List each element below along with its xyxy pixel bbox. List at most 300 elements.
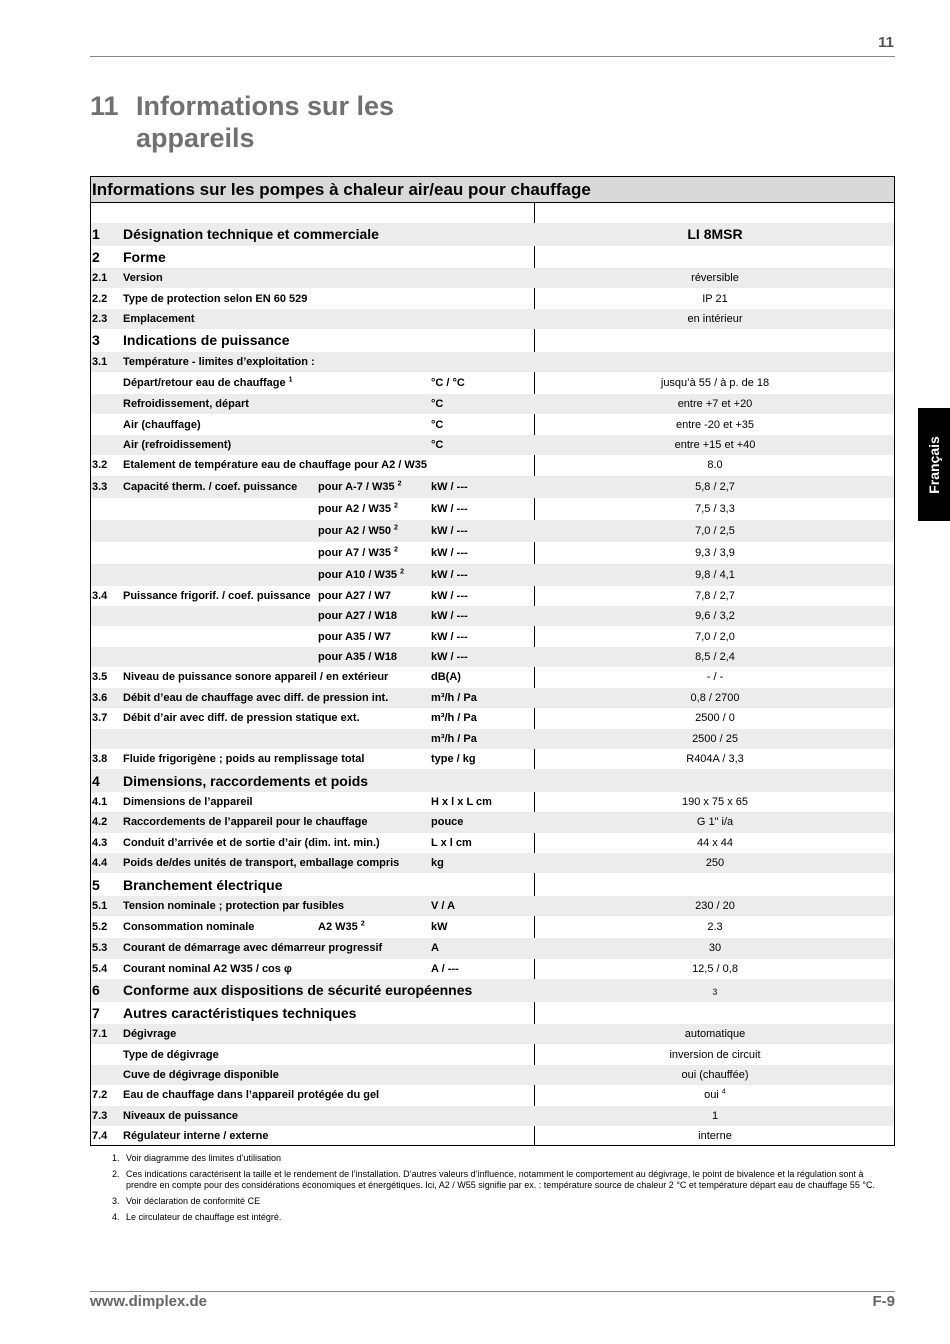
row-value-text: oui (chauffée): [681, 1069, 749, 1082]
row-value: [535, 753, 895, 765]
row-number: 3.5: [92, 671, 108, 684]
footnote-number: 1.: [112, 1153, 120, 1163]
row-condition-text: pour A27 / W7: [318, 589, 391, 602]
row-value: [535, 1089, 895, 1101]
row-number: 3.7: [92, 712, 108, 725]
footnote-text: Voir diagramme des limites d’utilisation: [126, 1153, 282, 1163]
table-row: [91, 415, 894, 435]
row-value: [535, 1028, 895, 1040]
row-number: 5: [92, 876, 100, 893]
row-unit: kW / ---: [431, 524, 468, 537]
row-value-text: entre +7 et +20: [677, 398, 753, 411]
row-value-text: 2500 / 25: [692, 732, 738, 745]
row-unit: kW / ---: [431, 502, 468, 515]
row-label: [123, 439, 231, 451]
row-label-text: Type de dégivrage: [123, 1048, 219, 1061]
footnote: [112, 1212, 882, 1223]
row-label: [123, 313, 195, 325]
table-row: [91, 476, 894, 498]
row-value-text: - / -: [706, 671, 724, 684]
row-label-text: Régulateur interne / externe: [123, 1130, 269, 1143]
row-value: [535, 921, 895, 933]
row-value-text: 1: [711, 1109, 719, 1122]
row-label: [123, 942, 382, 954]
row-value-text: interne: [698, 1130, 732, 1143]
table-row: [91, 498, 894, 520]
row-condition: [318, 921, 365, 933]
row-label: [123, 272, 163, 284]
row-number: 5.3: [92, 942, 108, 955]
row-value: [535, 692, 895, 704]
row-value-text: 2500 / 0: [695, 712, 735, 725]
row-label: [123, 712, 360, 724]
row-unit: kg: [431, 857, 444, 870]
row-number: 3.6: [92, 691, 108, 704]
table-row: [91, 542, 894, 564]
table-row: [91, 688, 894, 708]
row-value: [535, 671, 895, 683]
row-value-text: 7,0 / 2,0: [695, 630, 735, 643]
row-unit: kW / ---: [431, 589, 468, 602]
row-condition: [318, 651, 397, 663]
row-unit: kW / ---: [431, 651, 468, 664]
table-row: [91, 455, 894, 475]
row-label: [123, 459, 427, 471]
bottom-divider: [90, 1291, 895, 1292]
row-condition-text: pour A7 / W35: [318, 546, 391, 559]
row-condition: [318, 547, 398, 559]
row-number: 3.8: [92, 753, 108, 766]
row-unit: °C: [431, 418, 444, 431]
row-number: 5.4: [92, 962, 108, 975]
row-label: [123, 398, 249, 410]
row-label: [123, 837, 380, 849]
section-title: Informations sur les appareils: [136, 91, 395, 153]
row-value-text: 7,8 / 2,7: [695, 589, 735, 602]
row-value: [535, 590, 895, 602]
row-label: [123, 419, 201, 431]
row-value: [535, 963, 895, 975]
row-value-text: 9,6 / 3,2: [695, 610, 735, 623]
row-value: [535, 481, 895, 493]
row-value: [535, 982, 895, 998]
row-label: [123, 249, 166, 265]
row-unit: kW / ---: [431, 480, 468, 493]
row-label-text: Cuve de dégivrage disponible: [123, 1069, 279, 1082]
table-row: [91, 769, 894, 792]
row-value: [535, 293, 895, 305]
row-value-text: LI 8MSR: [687, 226, 743, 243]
row-label-text: Tension nominale ; protection par fusibles: [123, 900, 345, 913]
row-condition-text: pour A35 / W7: [318, 630, 391, 643]
row-value: [535, 419, 895, 431]
row-value-text: 30: [708, 942, 722, 955]
row-label: [123, 1049, 219, 1061]
row-number: 4: [92, 772, 100, 789]
row-condition: [318, 610, 397, 622]
table-row: [91, 979, 894, 1002]
row-label: [123, 590, 311, 602]
row-unit: type / kg: [431, 753, 476, 766]
row-value-text: 7,0 / 2,5: [695, 524, 735, 537]
row-number: 2.3: [92, 312, 108, 325]
row-value-text: entre +15 et +40: [674, 439, 756, 452]
row-label-text: Désignation technique et commerciale: [123, 226, 379, 243]
footer-page-label: F-9: [872, 1293, 895, 1310]
row-value-text: 9,3 / 3,9: [695, 546, 735, 559]
table-row: [91, 708, 894, 728]
row-value-text: jusqu’à 55 / à p. de 18: [660, 377, 770, 390]
row-value: [535, 1049, 895, 1061]
row-value-text: IP 21: [702, 292, 728, 305]
row-value: [535, 857, 895, 869]
row-value-text: inversion de circuit: [669, 1048, 761, 1061]
row-label-text: Fluide frigorigène ; poids au remplissage total: [123, 753, 365, 766]
row-value-text: en intérieur: [687, 312, 743, 325]
row-label: [123, 1089, 379, 1101]
table-row: [91, 268, 894, 288]
row-unit: H x l x L cm: [431, 795, 492, 808]
table-row: [91, 352, 894, 372]
footnotes: [112, 1153, 882, 1228]
footnote-ref: 4: [721, 1088, 726, 1096]
row-number: 4.4: [92, 857, 108, 870]
row-value: [535, 610, 895, 622]
row-label: [123, 226, 379, 242]
row-label: [123, 982, 472, 998]
row-number: 2.1: [92, 272, 108, 285]
row-value: [535, 272, 895, 284]
row-unit: pouce: [431, 816, 464, 829]
row-label: [123, 921, 254, 933]
footnote: [112, 1153, 882, 1164]
row-value: [535, 313, 895, 325]
row-value: [535, 651, 895, 663]
table-row: [91, 606, 894, 626]
page-number: 11: [878, 34, 894, 51]
footnote-ref: 2: [400, 568, 405, 576]
row-label: [123, 816, 368, 828]
table-row: [91, 647, 894, 667]
row-unit: kW / ---: [431, 568, 468, 581]
row-label-text: Dégivrage: [123, 1028, 177, 1041]
row-unit: m³/h / Pa: [431, 732, 477, 745]
row-label-text: Capacité therm. / coef. puissance: [123, 480, 298, 493]
row-value: [535, 547, 895, 559]
row-condition: [318, 503, 398, 515]
table-row: [91, 1002, 894, 1025]
row-label: [123, 1005, 356, 1021]
table-row: [91, 309, 894, 329]
table-row: [91, 520, 894, 542]
row-label-text: Emplacement: [123, 312, 195, 325]
row-unit: °C: [431, 398, 444, 411]
footnote-ref: 2: [394, 546, 398, 554]
table-row: [91, 938, 894, 958]
row-value-text: 250: [705, 857, 725, 870]
row-number: 5.1: [92, 900, 108, 913]
row-condition-text: pour A-7 / W35: [318, 480, 395, 493]
table-row: [91, 372, 894, 394]
row-label-text: Débit d’eau de chauffage avec diff. de pression int.: [123, 691, 389, 704]
row-value: [535, 503, 895, 515]
row-label-text: Type de protection selon EN 60 529: [123, 292, 308, 305]
row-condition: [318, 590, 391, 602]
row-number: 1: [92, 226, 100, 243]
table-row: [91, 435, 894, 455]
row-value: [535, 837, 895, 849]
row-value: [535, 796, 895, 808]
row-number: 3.3: [92, 480, 108, 493]
row-label: [123, 1110, 238, 1122]
row-condition: [318, 631, 391, 643]
row-number: 4.2: [92, 816, 108, 829]
table-row: [91, 749, 894, 769]
row-value-text: 8.0: [707, 459, 723, 472]
row-label: [123, 753, 364, 765]
table-row: [91, 1085, 894, 1105]
footnote-ref: 2: [394, 524, 398, 532]
row-value-text: G 1" i/a: [696, 816, 734, 829]
row-value: [535, 398, 895, 410]
row-number: 3.1: [92, 355, 108, 368]
row-number: 3.4: [92, 589, 108, 602]
row-value: [535, 942, 895, 954]
row-value: [535, 1130, 895, 1142]
row-label: [123, 377, 293, 389]
table-row: [91, 812, 894, 832]
row-unit: m³/h / Pa: [431, 712, 477, 725]
row-label-text: Air (chauffage): [123, 418, 201, 431]
row-value-text: 0,8 / 2700: [690, 691, 740, 704]
row-label: [123, 356, 315, 368]
language-tab-label: Français: [926, 435, 942, 494]
row-value-text: entre -20 et +35: [676, 418, 754, 431]
row-value-text: 3: [712, 987, 718, 998]
row-label: [123, 293, 307, 305]
footnote-text: Ces indications caractérisent la taille et le rendement de l’installation. D’autres valeurs d’influence, notamment le comportement au dégivrage, le point de bivalence et la régulation sont à prendre en compte pour des considérations économiques et énergétiques. Ici, A2 / W55 signifie par ex. : température source de chaleur 2 °C et température départ eau de chauffage 55 °C.: [126, 1169, 875, 1190]
table-row: [91, 586, 894, 606]
table-row: [91, 959, 894, 979]
row-condition-text: pour A10 / W35: [318, 568, 398, 581]
row-label: [123, 1069, 279, 1081]
row-condition-text: pour A27 / W18: [318, 610, 398, 623]
row-label: [123, 332, 290, 348]
table-row: [91, 729, 894, 749]
row-label-text: Forme: [123, 248, 166, 265]
row-number: 7.4: [92, 1130, 108, 1143]
footnote: [112, 1196, 882, 1207]
row-label-text: Version: [123, 272, 163, 285]
table-row: [91, 1106, 894, 1126]
footnote-number: 3.: [112, 1196, 120, 1206]
row-number: 6: [92, 982, 100, 999]
row-number: 3: [92, 332, 100, 349]
row-label: [123, 796, 253, 808]
row-unit: kW / ---: [431, 610, 468, 623]
row-label: [123, 900, 344, 912]
row-value-text: 9,8 / 4,1: [695, 568, 735, 581]
row-value: [535, 1069, 895, 1081]
row-label: [123, 692, 388, 704]
table-row: [91, 1045, 894, 1065]
footnote-number: 2.: [112, 1169, 120, 1179]
table-row: [91, 667, 894, 687]
table-row: [91, 1126, 894, 1146]
row-value: [535, 459, 895, 471]
row-value-text: réversible: [691, 272, 739, 285]
row-label: [123, 877, 283, 893]
row-label: [123, 857, 399, 869]
row-condition-text: A2 W35: [318, 921, 358, 934]
table-row: [91, 792, 894, 812]
row-unit: A: [431, 942, 439, 955]
row-label-text: Raccordements de l’appareil pour le chauffage: [123, 816, 368, 829]
row-unit: L x l cm: [431, 836, 472, 849]
row-value: [535, 712, 895, 724]
row-value-text: R404A / 3,3: [686, 753, 744, 766]
row-label-text: Départ/retour eau de chauffage: [123, 377, 286, 390]
row-number: 7.3: [92, 1109, 108, 1122]
row-value-text: 230 / 20: [695, 900, 735, 913]
top-divider: [90, 56, 895, 57]
row-label-text: Niveau de puissance sonore appareil / en extérieur: [123, 671, 389, 684]
row-label-text: Conforme aux dispositions de sécurité européennes: [123, 982, 473, 999]
row-value-text: 190 x 75 x 65: [681, 795, 749, 808]
row-label-text: Dimensions, raccordements et poids: [123, 772, 369, 789]
footnote-ref: 2: [360, 920, 365, 928]
row-value-text: 12,5 / 0,8: [692, 962, 738, 975]
row-value-text: 8,5 / 2,4: [695, 651, 735, 664]
row-value: [535, 439, 895, 451]
row-label-text: Température - limites d’exploitation :: [123, 355, 315, 368]
row-label: [123, 1130, 269, 1142]
row-condition: [318, 569, 404, 581]
row-label: [123, 773, 368, 789]
row-label: [123, 481, 297, 493]
spec-table-title: Informations sur les pompes à chaleur air/eau pour chauffage: [91, 177, 894, 203]
row-label-text: Branchement électrique: [123, 876, 283, 893]
row-number: 2: [92, 248, 100, 265]
row-condition: [318, 525, 398, 537]
row-condition-text: pour A2 / W35: [318, 502, 391, 515]
row-value: [535, 525, 895, 537]
row-unit: dB(A): [431, 671, 461, 684]
row-label: [123, 1028, 176, 1040]
row-value: [535, 631, 895, 643]
row-condition-text: pour A35 / W18: [318, 651, 398, 664]
row-number: 7.1: [92, 1028, 108, 1041]
row-value: [535, 1110, 895, 1122]
row-number: 7: [92, 1004, 100, 1021]
row-label-text: Eau de chauffage dans l’appareil protégée du gel: [123, 1089, 380, 1102]
row-value-text: 7,5 / 3,3: [695, 502, 735, 515]
row-unit: A / ---: [431, 962, 459, 975]
row-unit: V / A: [431, 900, 456, 913]
table-row: [91, 896, 894, 916]
table-row: [91, 853, 894, 873]
row-number: 5.2: [92, 921, 108, 934]
table-row: [91, 223, 894, 246]
row-value: [535, 377, 895, 389]
table-row: [91, 627, 894, 647]
row-unit: °C: [431, 439, 444, 452]
row-number: 4.3: [92, 836, 108, 849]
section-heading: [90, 90, 436, 154]
footnote-ref: 2: [394, 502, 398, 510]
row-number: 4.1: [92, 795, 108, 808]
row-label-text: Dimensions de l’appareil: [123, 795, 253, 808]
spec-table: [90, 176, 895, 1146]
row-value: [535, 733, 895, 745]
table-row: [91, 1065, 894, 1085]
row-condition: [318, 481, 402, 493]
table-row: [91, 1024, 894, 1044]
row-label-text: Poids de/des unités de transport, emballage compris: [123, 857, 400, 870]
row-label-text: Courant de démarrage avec démarreur progressif: [123, 942, 383, 955]
row-value: [535, 816, 895, 828]
row-number: 7.2: [92, 1089, 108, 1102]
row-number: 3.2: [92, 459, 108, 472]
footnote-ref: 2: [397, 480, 402, 488]
row-label-text: Débit d’air avec diff. de pression statique ext.: [123, 712, 360, 725]
row-label: [123, 963, 292, 975]
row-label-text: Refroidissement, départ: [123, 398, 249, 411]
row-label-text: Conduit d’arrivée et de sortie d’air (dim. int. min.): [123, 836, 380, 849]
footnote-number: 4.: [112, 1212, 120, 1222]
footnote-text: Le circulateur de chauffage est intégré.: [126, 1212, 282, 1222]
row-label-text: Etalement de température eau de chauffage pour A2 / W35: [123, 459, 428, 472]
table-row: [91, 288, 894, 308]
row-label-text: Consommation nominale: [123, 921, 255, 934]
table-row: [91, 329, 894, 352]
language-tab: [918, 408, 950, 521]
table-row: [91, 916, 894, 938]
table-row: [91, 833, 894, 853]
row-label-text: Indications de puissance: [123, 332, 290, 349]
row-label-text: Autres caractéristiques techniques: [123, 1004, 357, 1021]
row-number: 2.2: [92, 292, 108, 305]
table-row: [91, 394, 894, 414]
row-value-text: oui: [704, 1089, 719, 1102]
row-label: [123, 671, 388, 683]
row-value-text: automatique: [684, 1028, 746, 1041]
section-number: 11: [90, 91, 119, 121]
table-row: [91, 564, 894, 586]
row-value: [535, 569, 895, 581]
footnote: [112, 1169, 882, 1191]
row-value: [535, 900, 895, 912]
row-label-text: Niveaux de puissance: [123, 1109, 238, 1122]
row-condition-text: pour A2 / W50: [318, 524, 391, 537]
row-value: [535, 226, 895, 242]
row-unit: °C / °C: [431, 377, 465, 390]
row-value-text: 44 x 44: [696, 836, 734, 849]
row-unit: kW / ---: [431, 546, 468, 559]
row-label-text: Puissance frigorif. / coef. puissance: [123, 589, 311, 602]
footnote-ref: 1: [288, 376, 293, 384]
row-value-text: 2.3: [707, 921, 723, 934]
row-label-text: Air (refroidissement): [123, 439, 232, 452]
footer-website: www.dimplex.de: [90, 1293, 207, 1310]
row-unit: kW / ---: [431, 630, 468, 643]
table-row: [91, 246, 894, 269]
table-row: [91, 873, 894, 896]
row-value-text: 5,8 / 2,7: [695, 480, 735, 493]
row-unit: m³/h / Pa: [431, 691, 477, 704]
row-unit: kW: [431, 921, 448, 934]
footnote-text: Voir déclaration de conformité CE: [126, 1196, 261, 1206]
